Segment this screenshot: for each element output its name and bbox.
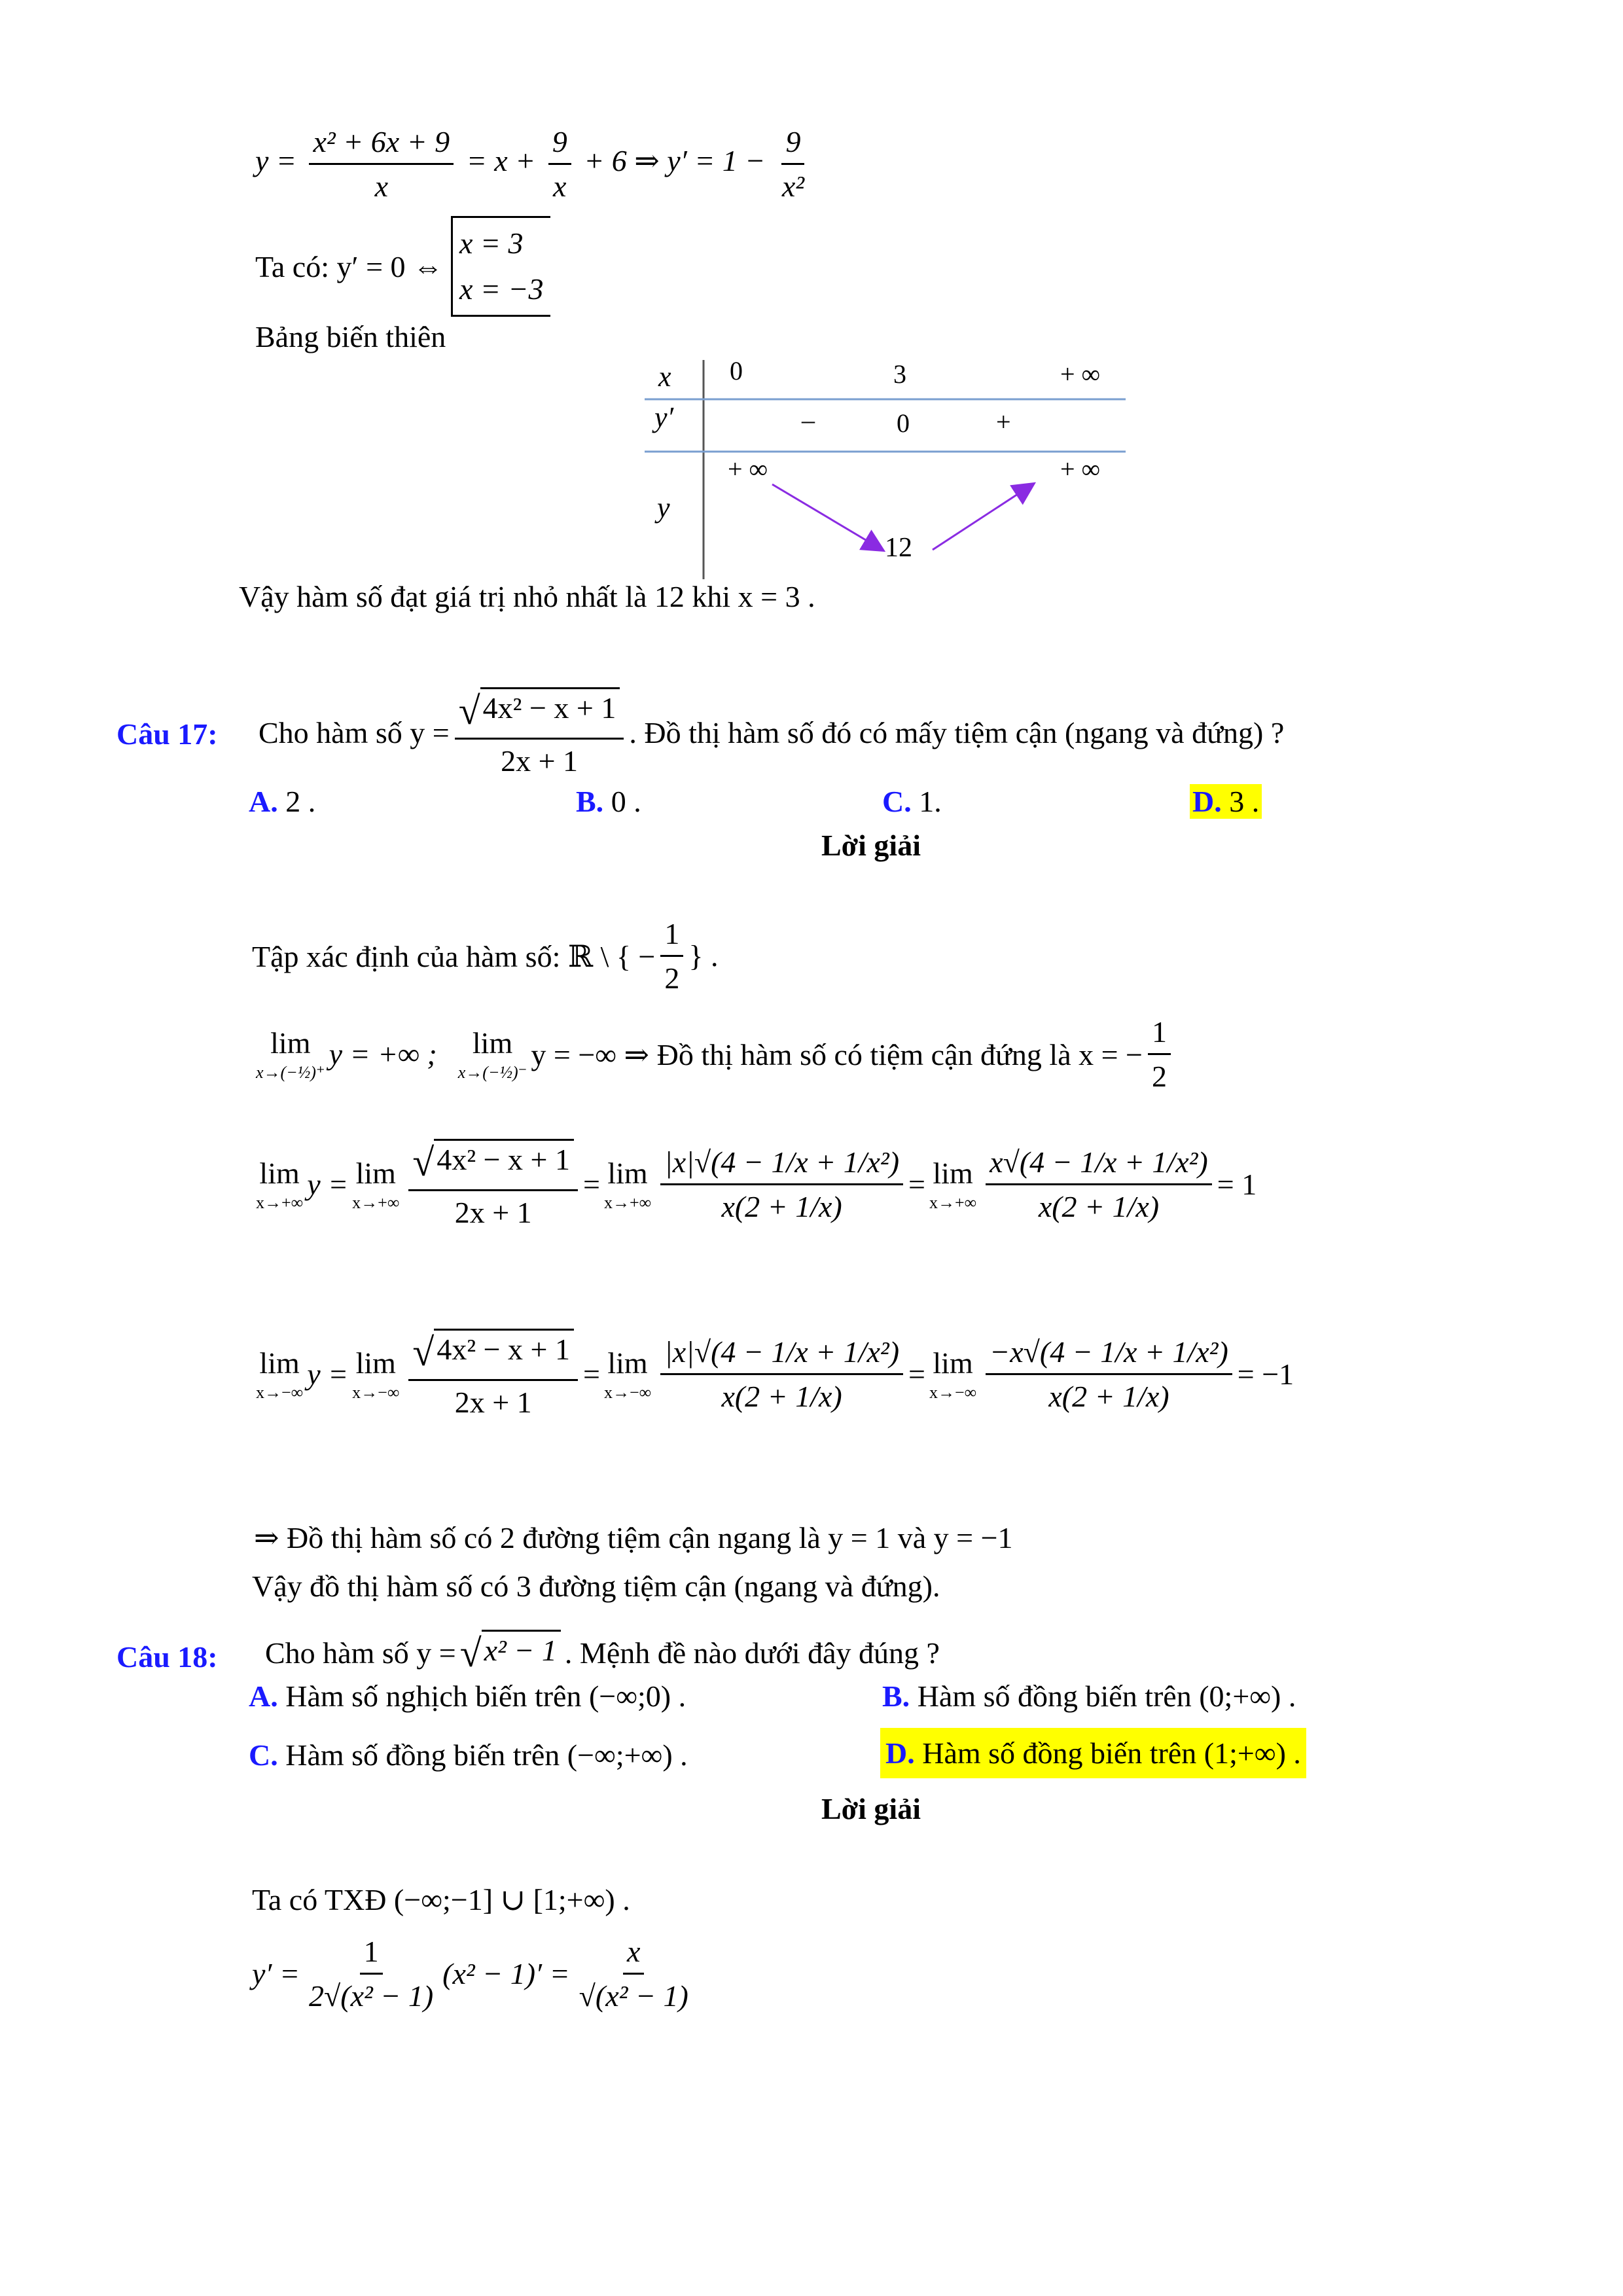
limit-2 (458, 1026, 527, 1083)
option-value: 3 . (1229, 785, 1260, 818)
equals-sign: = (908, 1167, 925, 1201)
q18-domain: Ta có TXĐ (−∞;−1] ∪ [1;+∞) . (252, 1883, 630, 1916)
table-x-label: x (658, 361, 671, 393)
limit-subscript: x→+∞ (929, 1193, 977, 1212)
table-y-right: + ∞ (1060, 454, 1101, 484)
q17-option-a[interactable] (249, 784, 315, 819)
radicand: 4x² − x + 1 (434, 1139, 574, 1177)
fraction-denominator: √(x² − 1) (579, 1979, 688, 2013)
limit-word: lim (933, 1156, 973, 1190)
limit-block (256, 1346, 303, 1403)
arrow-up (933, 484, 1033, 550)
fraction-main (309, 124, 454, 204)
fraction-numerator: √4x² − x + 1 (455, 687, 624, 740)
fraction-numerator: |x|√(4 − 1/x + 1/x²) (660, 1145, 903, 1185)
fraction-third (778, 124, 808, 204)
fraction-denominator: 2 (664, 961, 680, 995)
q17-option-d[interactable] (1190, 784, 1262, 819)
table-yprime-label: y′ (654, 401, 674, 433)
result: = −1 (1237, 1357, 1294, 1391)
limit-block (352, 1346, 399, 1403)
yprime-fraction-2 (575, 1934, 692, 2013)
limit-word: lim (270, 1026, 311, 1060)
limit-2-value: y = −∞ ⇒ Đồ thị hàm số có tiệm cận đứng là x = − (531, 1037, 1143, 1071)
option-key: C. (249, 1738, 278, 1772)
q18-option-c[interactable] (249, 1738, 688, 1772)
fraction-numerator: x (623, 1934, 644, 1975)
table-yp-plus: + (996, 407, 1011, 437)
table-x-inf: + ∞ (1060, 359, 1101, 389)
limit-word: lim (607, 1156, 648, 1190)
limit-word: lim (933, 1346, 973, 1380)
q17-fraction (455, 687, 624, 778)
option-value: 0 . (611, 785, 641, 818)
q18-option-b[interactable] (882, 1679, 1296, 1713)
fraction-numerator: √4x² − x + 1 (408, 1329, 578, 1381)
formula-tail: + 6 ⇒ y′ = 1 − (584, 144, 766, 178)
q18-label: Câu 18: (116, 1640, 218, 1674)
fraction-second (548, 124, 571, 204)
yprime-lhs: y′ = (252, 1957, 300, 1990)
limit-word: lim (472, 1026, 513, 1060)
fraction-numerator: 9 (781, 124, 804, 165)
fraction-denominator: 2x + 1 (454, 1385, 532, 1419)
fraction-denominator: 2x + 1 (454, 1195, 532, 1229)
option-value: Hàm số đồng biến trên (1;+∞) . (922, 1736, 1301, 1770)
option-key: B. (576, 785, 604, 818)
domain-fraction (660, 916, 683, 996)
fraction-numerator: 1 (360, 1934, 383, 1975)
limit-word: lim (607, 1346, 648, 1380)
fraction-numerator: |x|√(4 − 1/x + 1/x²) (660, 1335, 903, 1375)
fraction-numerator: 9 (548, 124, 571, 165)
option-key: A. (249, 785, 278, 818)
option-key: A. (249, 1679, 278, 1713)
fraction-denominator: x(2 + 1/x) (1048, 1379, 1169, 1413)
limit-word: lim (355, 1346, 396, 1380)
option-key: D. (1192, 785, 1222, 818)
fraction-denominator: x (552, 170, 567, 203)
limit-block (604, 1156, 651, 1213)
part1-conclusion: Vậy hàm số đạt giá trị nhỏ nhất là 12 khi x = 3 . (239, 580, 815, 613)
table-yp-minus: – (802, 405, 815, 435)
q18-derivative (252, 1934, 698, 2013)
limit-1-value: y = +∞ ; (329, 1037, 437, 1071)
result: = 1 (1217, 1167, 1257, 1201)
q17-stem (259, 687, 1284, 778)
limit-subscript: x→−∞ (352, 1382, 400, 1402)
fraction-numerator: x√(4 − 1/x + 1/x²) (986, 1145, 1212, 1185)
arrow-down (772, 484, 882, 550)
limit-subscript: x→(−½)⁻ (457, 1063, 527, 1082)
option-key: C. (882, 785, 912, 818)
bracket-system (451, 216, 550, 317)
q18-solution-title: Lời giải (821, 1792, 921, 1825)
critical-points (255, 216, 550, 317)
q18-option-a[interactable] (249, 1679, 686, 1713)
q17-text-a: Cho hàm số y = (259, 715, 450, 749)
table-x-3: 3 (893, 359, 906, 389)
fraction-2 (660, 1335, 903, 1414)
limit-subscript: x→(−½)⁺ (256, 1063, 325, 1082)
fraction-numerator: −x√(4 − 1/x + 1/x²) (986, 1335, 1232, 1375)
y-equals: y = (307, 1167, 349, 1201)
limit-block (352, 1156, 399, 1213)
q18-sqrt: √x² − 1 (460, 1630, 561, 1676)
table-y-left: + ∞ (728, 454, 768, 484)
limit-word: lim (355, 1156, 396, 1190)
bbt-label: Bảng biến thiên (255, 320, 446, 353)
limit-subscript: x→+∞ (603, 1193, 652, 1212)
fraction-1 (408, 1329, 578, 1420)
yprime-mid: (x² − 1)′ = (442, 1957, 570, 1990)
fraction-numerator: 1 (1148, 1014, 1171, 1055)
limit-word: lim (259, 1156, 300, 1190)
domain-text: Tập xác định của hàm số: ℝ \ { − (252, 939, 656, 973)
fraction-2 (660, 1145, 903, 1224)
q18-option-d[interactable] (880, 1728, 1306, 1778)
radicand: 4x² − x + 1 (434, 1329, 574, 1367)
fraction-numerator: √4x² − x + 1 (408, 1139, 578, 1191)
radicand: 4x² − x + 1 (480, 687, 620, 725)
q17-solution-title: Lời giải (821, 829, 921, 862)
q18-text-a: Cho hàm số y = (265, 1636, 456, 1670)
option-value: Hàm số đồng biến trên (0;+∞) . (917, 1679, 1296, 1713)
formula-lhs: y = (255, 144, 296, 178)
q17-horizontal-asymptotes: ⇒ Đồ thị hàm số có 2 đường tiệm cận ngang là y = 1 và y = −1 (254, 1521, 1013, 1554)
fraction-denominator: 2√(x² − 1) (309, 1979, 434, 2013)
fraction-numerator: x² + 6x + 9 (309, 124, 454, 165)
q18-stem (265, 1630, 940, 1676)
limit-1 (256, 1026, 325, 1083)
limit-subscript: x→−∞ (256, 1382, 304, 1402)
option-key: D. (885, 1736, 915, 1770)
fraction-numerator: 1 (660, 916, 683, 957)
q17-option-b[interactable] (576, 784, 641, 819)
fraction-1 (408, 1139, 578, 1230)
option-value: 2 . (285, 785, 316, 818)
table-yp-zero: 0 (897, 408, 910, 438)
equals-sign: = (908, 1357, 925, 1391)
y-equals: y = (307, 1357, 349, 1391)
limit-block (929, 1156, 976, 1213)
va-fraction (1148, 1014, 1171, 1094)
limit-block (929, 1346, 976, 1403)
fraction-denominator: 2 (1152, 1060, 1167, 1093)
equals-sign: = (583, 1357, 600, 1391)
table-y-min: 12 (885, 533, 912, 563)
fraction-denominator: x(2 + 1/x) (721, 1379, 842, 1413)
table-x-0: 0 (730, 356, 743, 386)
option-value: Hàm số nghịch biến trên (−∞;0) . (285, 1679, 687, 1713)
radicand: x² − 1 (482, 1630, 561, 1668)
option-value: Hàm số đồng biến trên (−∞;+∞) . (285, 1738, 688, 1772)
q17-option-c[interactable] (882, 784, 942, 819)
limit-neg-infinity (252, 1329, 1294, 1420)
q17-final: Vậy đồ thị hàm số có 3 đường tiệm cận (ngang và đứng). (252, 1570, 940, 1603)
fraction-denominator: x (374, 170, 389, 203)
q18-text-b: . Mệnh đề nào dưới đây đúng ? (564, 1636, 940, 1670)
fraction-denominator: 2x + 1 (501, 744, 579, 778)
fraction-3 (986, 1335, 1232, 1414)
variation-table (641, 353, 1139, 586)
fraction-denominator: x(2 + 1/x) (1038, 1189, 1160, 1223)
fraction-denominator: x² (781, 170, 805, 203)
fraction-3 (986, 1145, 1212, 1224)
ta-co-text: Ta có: y′ = 0 ⇔ (255, 249, 444, 283)
formula-mid: = x + (466, 144, 536, 178)
table-y-label: y (657, 492, 670, 524)
fraction-denominator: x(2 + 1/x) (721, 1189, 842, 1223)
limit-block (256, 1156, 303, 1213)
limit-subscript: x→−∞ (929, 1382, 977, 1402)
limit-word: lim (259, 1346, 300, 1380)
q17-domain (252, 916, 718, 996)
root-2: x = −3 (459, 272, 544, 306)
q17-label: Câu 17: (116, 717, 218, 751)
option-value: 1. (919, 785, 942, 818)
domain-close: } . (688, 939, 719, 973)
limit-subscript: x→+∞ (352, 1193, 400, 1212)
yprime-fraction-1 (305, 1934, 437, 2013)
formula-derivative (255, 124, 813, 204)
root-1: x = 3 (459, 226, 524, 260)
option-key: B. (882, 1679, 910, 1713)
limit-subscript: x→−∞ (603, 1382, 652, 1402)
limit-subscript: x→+∞ (256, 1193, 304, 1212)
limit-block (604, 1346, 651, 1403)
q17-text-b: . Đồ thị hàm số đó có mấy tiệm cận (ngang và đứng) ? (629, 715, 1285, 749)
equals-sign: = (583, 1167, 600, 1201)
q17-vertical-asymptote (252, 1014, 1176, 1094)
limit-pos-infinity (252, 1139, 1257, 1230)
